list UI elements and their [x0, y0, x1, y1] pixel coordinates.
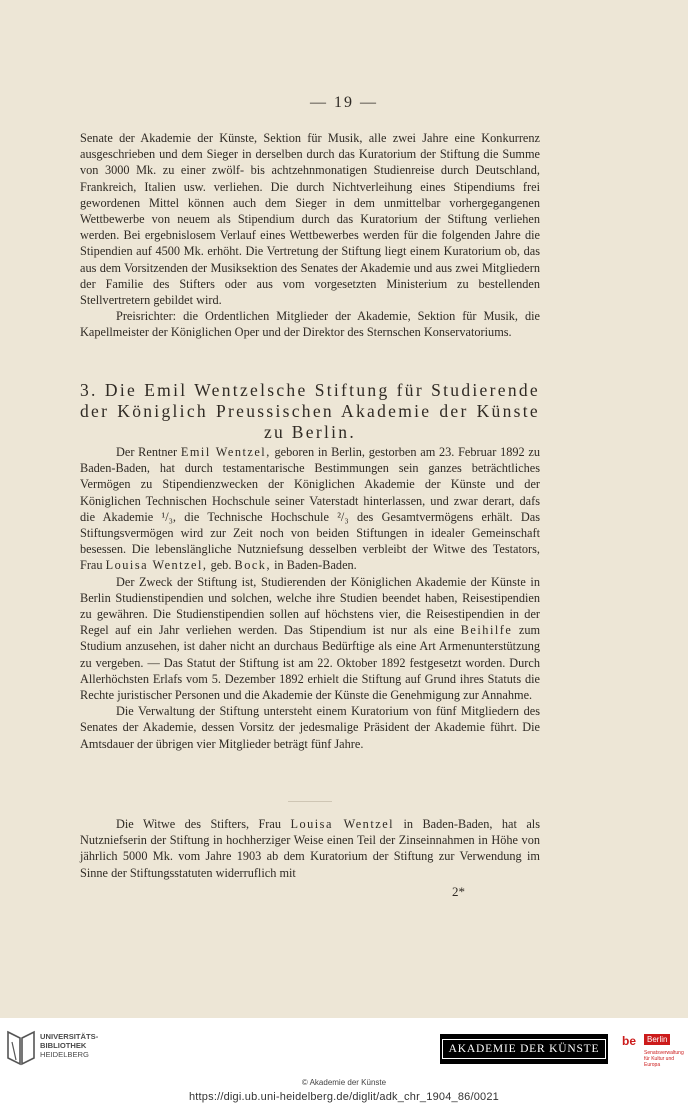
berlin-logo-be[interactable]: be [622, 1034, 637, 1048]
name-louisa-wentzel-2: Louisa Wentzel [290, 817, 395, 831]
copyright-notice: © Akademie der Künste [301, 1078, 387, 1087]
berlin-logo-badge[interactable]: Berlin [644, 1034, 670, 1045]
heading-line-3: zu Berlin. [263, 422, 356, 442]
paragraph-witwe: Die Witwe des Stifters, Frau Louisa Wentzel in Baden-Baden, hat als Nutzniefserin der Stiftung in hochherziger Weise einen Teil der Zinseinnahmen in Höhe von jährlich 5000 Mk. vom Jahre 1903 ab dem Kuratorium der Stiftung zur Verwendung im Sinne der Stiftungsstatuten widerruflich mit [80, 817, 540, 880]
paragraph-preisrichter: Preisrichter: die Ordentlichen Mitglieder der Akademie, Sektion für Musik, die Kapellmeister der Königlichen Oper und der Direktor des Sternschen Konservatoriums. [80, 309, 540, 340]
paragraph-zweck: Der Zweck der Stiftung ist, Studierenden der Königlichen Akademie der Künste in Berlin Studienstipendien und solchen, welche ihre Studien beendet haben, Reisestipendien zu gewähren. Die Studienstipendien sollen auf höchstens vier, die Reisestipendien in der Regel auf ein Jahr verliehen werden. Das Stipendium ist nur als eine Beihilfe zum Studium anzusehen, ist daher nicht an durchaus Bedürftige als eine Art Armenunterstützung zu vergeben. — Das Statut der Stiftung ist am 22. Oktober 1892 festgesetzt worden. Durch Allerhöchsten Erlafs vom 5. Dezember 1892 erhielt die Stiftung auf Grund ihres Statuts die Rechte juristischer Personen und die Akademie der Künste die Genehmigung zur Annahme. [80, 574, 541, 703]
berlin-logo-subtitle: Senatsverwaltung für Kultur und Europa [644, 1050, 684, 1068]
signature-mark: 2* [452, 884, 465, 899]
paragraph-continuation [80, 130, 540, 341]
divider-line [288, 801, 332, 802]
university-library-logo-icon[interactable] [6, 1030, 36, 1066]
section-heading [80, 380, 540, 443]
source-url-link[interactable]: https://digi.ub.uni-heidelberg.de/diglit/adk_chr_1904_86/0021 [188, 1091, 500, 1103]
name-louisa-wentzel: Louisa Wentzel, [105, 558, 208, 573]
page-number: — 19 — [310, 94, 378, 111]
word-beihilfe: Beihilfe [460, 623, 513, 638]
paragraph-1: Senate der Akademie der Künste, Sektion für Musik, alle zwei Jahre eine Konkurrenz ausgeschrieben und dem Sieger in derselben durch das Kuratorium der Stiftung die Summe von 3000 Mk. zu einer zwölf- bis achtzehnmonatigen Studienreise durch Deutschland, Frankreich, Italien usw. verliehen. Die durch Nichtverleihung eines Stipendiums frei gewordenen Mittel können auch dem Sieger in dem unmittelbar vorhergegangenen Wettbewerbe von neuem als Stipendium durch das Kuratorium der Stiftung verliehen werden. Bei ergebnislosem Verlauf eines Wettbewerbes werden für die folgenden Jahre die Stipendien auf 4500 Mk. erhöht. Die Vertretung der Stiftung liegt einem Kuratorium ob, das aus dem Vorsitzenden der Musiksektion des Senates der Akademie und aus zwei Mitgliedern der Familie des Stifters oder aus vom vorgesetzten Ministerium zu bestellenden Stellvertretern gebildet wird. [80, 131, 540, 308]
paragraph-rentner: Der Rentner Emil Wentzel, geboren in Berlin, gestorben am 23. Februar 1892 zu Baden-Baden, hat durch testamentarische Bestimmungen sein ganzes beträchtliches Vermögen zu Stipendienzwecken der Königlichen Akademie der Künste und der Königlichen Technischen Hochschule seiner Vaterstadt hinterlassen, und zwar derart, dafs die Akademie ¹/₃, die Technische Hochschule ²/₃ des Gesamtvermögens erhält. Das Stiftungsvermögen wird zur Zeit noch von beiden Stiftungen in idealer Gemeinschaft besessen. Die lebenslängliche Nutzniefsung desselben verbleibt der Witwe des Testators, Frau Louisa Wentzel, geb. Bock, in Baden-Baden. [80, 445, 540, 573]
university-library-name[interactable]: UNIVERSITÄTS- BIBLIOTHEK HEIDELBERG [40, 1032, 99, 1059]
heading-line-1: 3. Die Emil Wentzelsche Stiftung für Studierende [80, 380, 540, 400]
name-emil-wentzel: Emil Wentzel, [180, 445, 271, 459]
paragraph-verwaltung: Die Verwaltung der Stiftung untersteht einem Kuratorium von fünf Mitgliedern des Senates der Akademie, dessen Vorsitz der jedesmalige Präsident der Akademie führt. Die Amtsdauer der übrigen vier Mitglieder beträgt fünf Jahre. [80, 704, 540, 751]
akademie-der-kuenste-logo[interactable]: AKADEMIE DER KÜNSTE [440, 1034, 608, 1064]
heading-line-2: der Königlich Preussischen Akademie der Künste [80, 401, 540, 421]
section-body [80, 444, 540, 752]
name-bock: Bock, [234, 558, 272, 573]
paragraph-witwe-block [80, 816, 540, 881]
